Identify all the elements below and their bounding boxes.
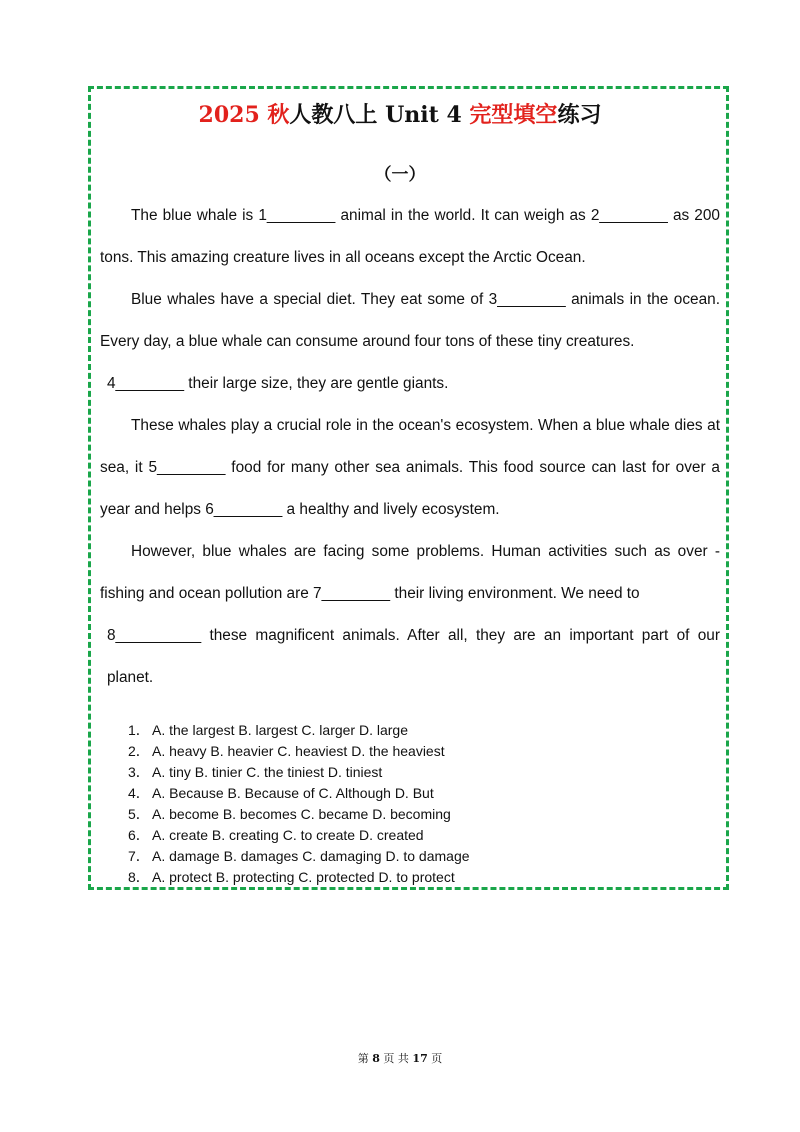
cloze-passage [100, 195, 720, 699]
page-footer: 第 8 页 共 17 页 [357, 1052, 443, 1065]
section-number: （一） [374, 165, 426, 185]
worksheet-title [0, 98, 800, 129]
title-suffix: 练习 [557, 102, 602, 128]
answer-options-list [128, 720, 708, 888]
paragraph-5: However, blue whales are facing some problems. Human activities such as over - fishing and ocean pollution are 7________ their living environment. We need to [100, 543, 720, 602]
option-item: 1． A. the largest B. largest C. larger D. large [128, 722, 408, 738]
paragraph-1: The blue whale is 1________ animal in the world. It can weigh as 2________ as 200 tons. This amazing creature lives in all oceans except the Arctic Ocean. [100, 207, 720, 266]
option-item: 5． A. become B. becomes C. became D. becoming [128, 806, 451, 822]
option-item: 4． A. Because B. Because of C. Although D. But [128, 785, 434, 801]
paragraph-3: 4________ their large size, they are gentle giants. [107, 375, 449, 392]
paragraph-2: Blue whales have a special diet. They eat some of 3________ animals in the ocean. Every day, a blue whale can consume around four tons of these tiny creatures. [100, 291, 720, 350]
title-exercise-type: 完型填空 [469, 102, 558, 128]
current-page: 8 [372, 1052, 380, 1065]
total-pages: 17 [412, 1052, 428, 1065]
option-item: 7． A. damage B. damages C. damaging D. to damage [128, 848, 470, 864]
option-item: 8． A. protect B. protecting C. protected D. to protect [128, 869, 455, 885]
option-item: 2． A. heavy B. heavier C. heaviest D. the heaviest [128, 743, 445, 759]
title-textbook: 人教八上 Unit 4 [289, 102, 470, 128]
title-year: 2025 秋 [198, 102, 290, 128]
paragraph-6: 8__________ these magnificent animals. After all, they are an important part of our planet. [107, 627, 720, 686]
option-item: 6． A. create B. creating C. to create D. created [128, 827, 424, 843]
paragraph-4: These whales play a crucial role in the ocean's ecosystem. When a blue whale dies at sea, it 5________ food for many other sea animals. This food source can last for over a year and helps 6________ a healthy and lively ecosystem. [100, 417, 720, 518]
option-item: 3． A. tiny B. tinier C. the tiniest D. tiniest [128, 764, 383, 780]
